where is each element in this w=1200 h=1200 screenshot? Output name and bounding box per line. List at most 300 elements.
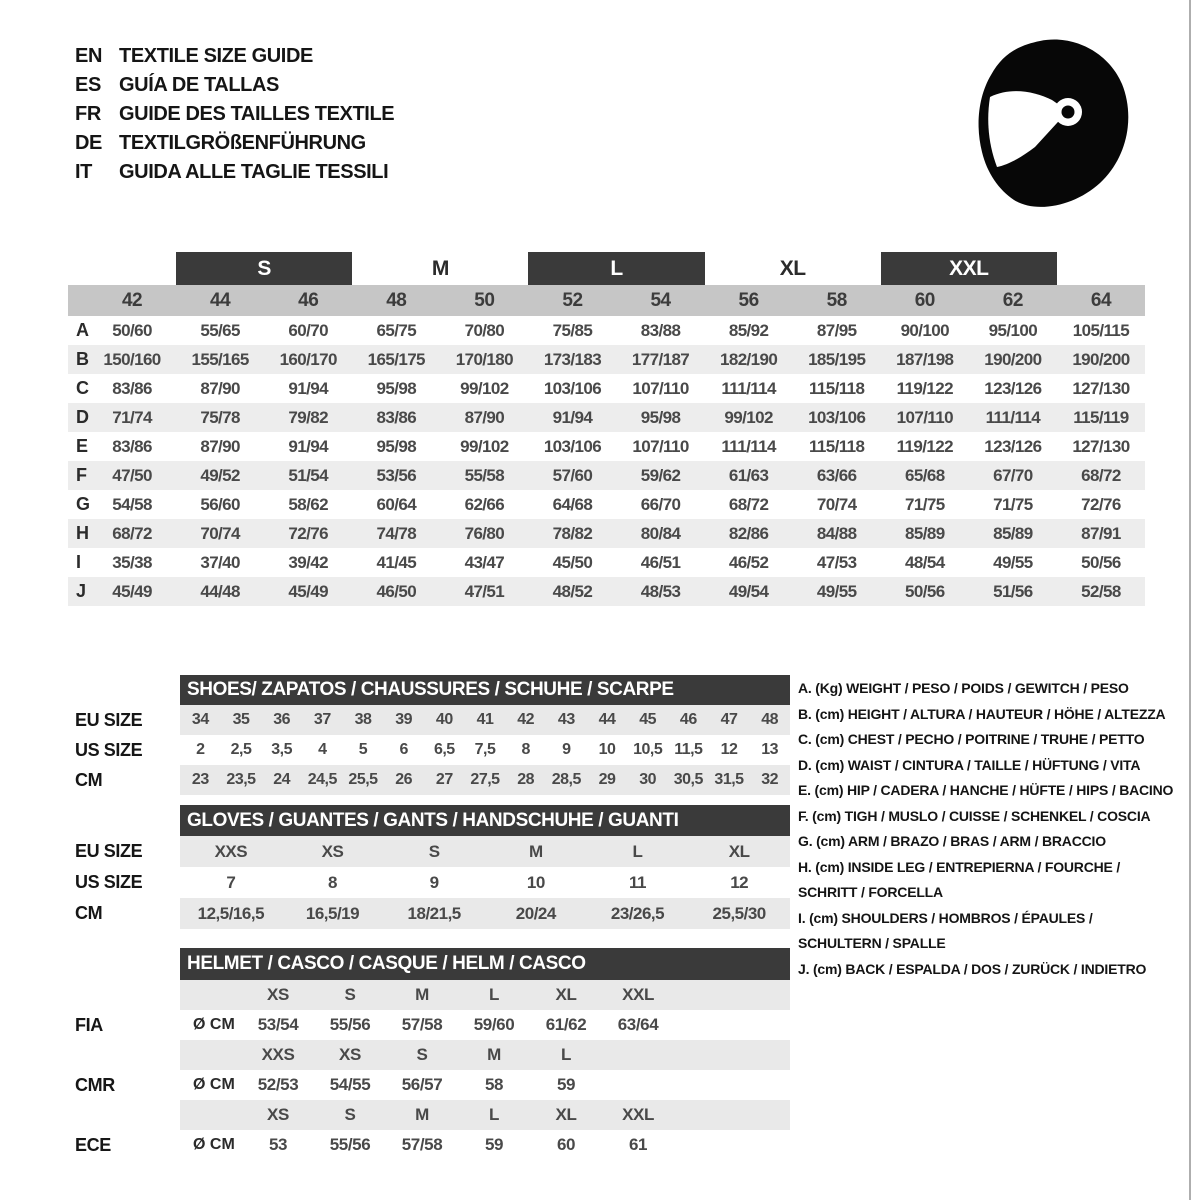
size-value-cell: 78/82 bbox=[552, 523, 593, 543]
size-value-cell: 49/54 bbox=[728, 581, 769, 601]
helmet-size-cell: S bbox=[344, 985, 356, 1004]
row-label: CM bbox=[75, 769, 103, 790]
shoe-size-cell: 11,5 bbox=[674, 741, 703, 758]
row-letter: G bbox=[76, 494, 91, 514]
size-value-cell: 105/115 bbox=[1072, 320, 1130, 340]
size-value-cell: 150/160 bbox=[103, 349, 161, 369]
shoe-size-cell: 26 bbox=[395, 771, 413, 788]
size-value-cell: 95/98 bbox=[376, 436, 417, 456]
helmet-values-row bbox=[60, 1130, 790, 1160]
language-code: FR bbox=[75, 103, 101, 125]
size-value-cell: 83/86 bbox=[112, 378, 152, 398]
shoe-size-cell: 6 bbox=[399, 741, 408, 758]
size-value-cell: 59/62 bbox=[640, 465, 681, 485]
guide-title: TEXTILE SIZE GUIDE bbox=[119, 45, 313, 67]
glove-size-cell: 23/26,5 bbox=[610, 903, 665, 923]
size-value-cell: 50/56 bbox=[1081, 552, 1121, 572]
guide-title: GUIDA ALLE TAGLIE TESSILI bbox=[119, 161, 389, 183]
shoe-size-cell: 37 bbox=[313, 711, 331, 728]
legend-line: SCHULTERN / SPALLE bbox=[798, 935, 946, 951]
numeric-size-header: 60 bbox=[914, 289, 935, 311]
shoes-row bbox=[60, 735, 790, 765]
shoes-row-band bbox=[180, 765, 790, 795]
row-label-empty bbox=[60, 980, 180, 1010]
size-value-cell: 95/98 bbox=[376, 378, 417, 398]
shoe-size-cell: 28 bbox=[517, 771, 535, 788]
legend-line: H. (cm) INSIDE LEG / ENTREPIERNA / FOURCHE / bbox=[798, 858, 1121, 875]
numeric-size-header: 42 bbox=[121, 289, 143, 311]
shoe-size-cell: 29 bbox=[598, 771, 616, 788]
size-value-cell: 54/58 bbox=[112, 494, 152, 514]
row-letter: B bbox=[76, 349, 89, 369]
size-value-cell: 46/51 bbox=[640, 552, 681, 572]
gloves-row-band bbox=[180, 898, 790, 929]
size-value-cell: 182/190 bbox=[719, 349, 778, 369]
shoe-size-cell: 12 bbox=[720, 741, 738, 758]
glove-size-cell: 7 bbox=[226, 872, 236, 892]
size-value-cell: 61/63 bbox=[728, 465, 769, 485]
size-value-cell: 95/100 bbox=[988, 320, 1038, 340]
glove-size-cell: 25,5/30 bbox=[712, 903, 766, 923]
row-letter: D bbox=[76, 407, 89, 427]
size-value-cell: 165/175 bbox=[367, 349, 425, 369]
size-value-cell: 39/42 bbox=[288, 552, 328, 572]
size-value-cell: 87/90 bbox=[200, 436, 240, 456]
helmet-size-cell: S bbox=[416, 1045, 428, 1064]
helmet-size-cell: XXL bbox=[622, 985, 654, 1004]
diameter-unit-label: Ø CM bbox=[193, 1076, 235, 1093]
size-value-cell: 70/74 bbox=[200, 523, 240, 543]
shoe-size-cell: 23,5 bbox=[226, 771, 256, 788]
row-label-empty bbox=[60, 1040, 180, 1070]
language-code: IT bbox=[75, 161, 92, 183]
measurement-row bbox=[68, 374, 1145, 403]
size-group-s: S bbox=[176, 252, 352, 285]
size-value-cell: 87/90 bbox=[464, 407, 505, 427]
legend-line: J. (cm) BACK / ESPALDA / DOS / ZURÜCK / INDIETRO bbox=[798, 960, 1147, 977]
size-value-cell: 50/56 bbox=[905, 581, 945, 601]
size-value-cell: 115/118 bbox=[809, 436, 865, 456]
shoe-size-cell: 23 bbox=[191, 771, 209, 788]
size-value-cell: 99/102 bbox=[460, 436, 509, 456]
helmet-standards bbox=[60, 980, 790, 1160]
numeric-size-header: 58 bbox=[826, 289, 847, 311]
shoe-size-cell: 30,5 bbox=[673, 771, 703, 788]
glove-size-cell: 10 bbox=[526, 872, 545, 892]
size-value-cell: 190/200 bbox=[984, 349, 1042, 369]
legend-line: B. (cm) HEIGHT / ALTURA / HAUTEUR / HÖHE / ALTEZZA bbox=[798, 705, 1166, 722]
size-value-cell: 55/65 bbox=[200, 320, 240, 340]
numeric-size-header: 52 bbox=[562, 289, 583, 311]
size-value-cell: 74/78 bbox=[376, 523, 417, 543]
shoe-size-cell: 25,5 bbox=[348, 771, 378, 788]
size-group-m: M bbox=[431, 256, 449, 280]
shoe-size-cell: 4 bbox=[318, 741, 327, 758]
row-label: US SIZE bbox=[75, 739, 143, 760]
size-value-cell: 119/122 bbox=[896, 378, 953, 398]
size-value-cell: 185/195 bbox=[808, 349, 866, 369]
glove-size-cell: XXS bbox=[214, 841, 248, 861]
helmet-size-cell: XS bbox=[339, 1045, 361, 1064]
row-label-empty bbox=[60, 1100, 180, 1130]
size-value-cell: 65/75 bbox=[376, 320, 417, 340]
glove-size-cell: 8 bbox=[328, 872, 337, 892]
row-letter: E bbox=[76, 436, 89, 456]
helmet-values-row bbox=[60, 1010, 790, 1040]
measurement-row bbox=[68, 577, 1145, 606]
helmet-size-cell: L bbox=[489, 985, 499, 1004]
glove-size-cell: 20/24 bbox=[515, 903, 556, 923]
legend-item bbox=[798, 829, 1200, 855]
numeric-size-header: 62 bbox=[1002, 289, 1023, 311]
size-value-cell: 190/200 bbox=[1072, 349, 1130, 369]
shoe-size-cell: 40 bbox=[435, 711, 453, 728]
helmet-size-cell: M bbox=[415, 1105, 429, 1124]
size-value-cell: 45/49 bbox=[112, 581, 152, 601]
language-row bbox=[75, 71, 394, 100]
numeric-size-header: 46 bbox=[298, 289, 319, 311]
size-value-cell: 115/119 bbox=[1073, 407, 1129, 427]
numeric-size-header: 50 bbox=[474, 289, 495, 311]
language-row bbox=[75, 158, 394, 187]
size-value-cell: 52/58 bbox=[1081, 581, 1121, 601]
size-value-cell: 173/183 bbox=[543, 349, 602, 369]
size-value-cell: 107/110 bbox=[896, 407, 953, 427]
helmet-value-cell: 63/64 bbox=[617, 1015, 659, 1034]
size-value-cell: 107/110 bbox=[632, 436, 689, 456]
size-value-cell: 71/75 bbox=[905, 494, 945, 514]
size-value-cell: 51/56 bbox=[993, 581, 1033, 601]
gloves-row-band bbox=[180, 836, 790, 867]
size-value-cell: 56/60 bbox=[200, 494, 240, 514]
size-value-cell: 177/187 bbox=[631, 349, 690, 369]
glove-size-cell: 16,5/19 bbox=[305, 903, 360, 923]
size-value-cell: 87/91 bbox=[1081, 523, 1121, 543]
size-value-cell: 83/88 bbox=[640, 320, 681, 340]
size-value-cell: 51/54 bbox=[288, 465, 328, 485]
glove-size-cell: XL bbox=[728, 841, 750, 861]
shoe-size-cell: 41 bbox=[476, 711, 494, 728]
helmet-sizes-row bbox=[60, 1040, 790, 1070]
size-value-cell: 71/75 bbox=[993, 494, 1033, 514]
measurement-row bbox=[68, 403, 1145, 432]
size-group-header-row bbox=[68, 252, 1145, 285]
helmet-size-cell: M bbox=[415, 985, 429, 1004]
size-value-cell: 66/70 bbox=[640, 494, 681, 514]
size-value-cell: 57/60 bbox=[552, 465, 593, 485]
shoe-size-cell: 2 bbox=[196, 741, 205, 758]
size-value-cell: 99/102 bbox=[724, 407, 773, 427]
helmet-size-cell: XXS bbox=[261, 1045, 295, 1064]
standard-label: FIA bbox=[75, 1014, 103, 1035]
size-value-cell: 85/89 bbox=[905, 523, 945, 543]
helmet-value-cell: 57/58 bbox=[401, 1135, 443, 1154]
measurement-row bbox=[68, 461, 1145, 490]
row-label: EU SIZE bbox=[75, 841, 143, 861]
size-value-cell: 46/52 bbox=[728, 552, 769, 572]
shoe-size-cell: 24,5 bbox=[307, 771, 337, 788]
helmet-value-cell: 59/60 bbox=[473, 1015, 515, 1034]
size-value-cell: 47/51 bbox=[464, 581, 505, 601]
helmet-value-cell: 55/56 bbox=[329, 1015, 371, 1034]
helmet-size-cell: XS bbox=[267, 985, 289, 1004]
glove-size-cell: 18/21,5 bbox=[407, 903, 461, 923]
size-value-cell: 44/48 bbox=[200, 581, 240, 601]
size-value-cell: 37/40 bbox=[200, 552, 240, 572]
helmet-title-bar: HELMET / CASCO / CASQUE / HELM / CASCO bbox=[180, 948, 790, 980]
size-value-cell: 55/58 bbox=[464, 465, 505, 485]
row-label: US SIZE bbox=[75, 872, 143, 892]
shoe-size-cell: 36 bbox=[273, 711, 291, 728]
size-value-cell: 49/55 bbox=[816, 581, 857, 601]
shoe-size-cell: 31,5 bbox=[714, 771, 744, 788]
helmet-size-cell: XL bbox=[555, 1105, 577, 1124]
diameter-unit-label: Ø CM bbox=[193, 1016, 235, 1033]
helmet-sizes-row bbox=[60, 1100, 790, 1130]
size-value-cell: 123/126 bbox=[984, 436, 1042, 456]
size-value-cell: 45/49 bbox=[288, 581, 328, 601]
size-value-cell: 160/170 bbox=[279, 349, 337, 369]
language-row bbox=[75, 42, 394, 71]
shoe-size-cell: 5 bbox=[358, 741, 368, 758]
size-value-cell: 72/76 bbox=[1081, 494, 1121, 514]
size-value-cell: 87/95 bbox=[816, 320, 857, 340]
gloves-row bbox=[60, 898, 790, 929]
measurement-row bbox=[68, 519, 1145, 548]
shoe-size-cell: 2,5 bbox=[230, 741, 252, 758]
size-value-cell: 68/72 bbox=[728, 494, 769, 514]
size-value-cell: 68/72 bbox=[1081, 465, 1121, 485]
measurement-row bbox=[68, 490, 1145, 519]
helmet-value-cell: 60 bbox=[556, 1135, 576, 1154]
shoe-size-cell: 3,5 bbox=[271, 741, 293, 758]
size-value-cell: 83/86 bbox=[376, 407, 417, 427]
helmet-values-row bbox=[60, 1070, 790, 1100]
shoe-size-cell: 38 bbox=[354, 711, 372, 728]
size-value-cell: 41/45 bbox=[376, 552, 417, 572]
row-letter: A bbox=[76, 320, 89, 340]
helmet-sizes-band bbox=[180, 1100, 790, 1130]
legend-item bbox=[798, 855, 1200, 906]
shoes-row-band bbox=[180, 705, 790, 735]
size-value-cell: 127/130 bbox=[1072, 378, 1130, 398]
helmet-values-band bbox=[180, 1130, 790, 1160]
size-value-cell: 47/53 bbox=[816, 552, 857, 572]
legend-line: I. (cm) SHOULDERS / HOMBROS / ÉPAULES / bbox=[798, 909, 1093, 926]
size-value-cell: 111/114 bbox=[721, 436, 776, 456]
size-value-cell: 107/110 bbox=[632, 378, 689, 398]
page-edge-line bbox=[1189, 0, 1191, 1200]
helmet-value-cell: 61 bbox=[628, 1135, 648, 1154]
gloves-row bbox=[60, 836, 790, 867]
size-value-cell: 68/72 bbox=[112, 523, 152, 543]
size-value-cell: 48/54 bbox=[905, 552, 945, 572]
measurement-row bbox=[68, 316, 1145, 345]
shoe-size-cell: 35 bbox=[232, 711, 250, 728]
helmet-value-cell: 52/53 bbox=[257, 1075, 299, 1094]
size-value-cell: 103/106 bbox=[543, 436, 602, 456]
size-value-cell: 71/74 bbox=[112, 407, 152, 427]
size-value-cell: 119/122 bbox=[896, 436, 953, 456]
helmet-size-cell: L bbox=[489, 1105, 499, 1124]
legend-item bbox=[798, 702, 1200, 728]
legend-line: E. (cm) HIP / CADERA / HANCHE / HÜFTE / HIPS / BACINO bbox=[798, 782, 1174, 798]
shoe-size-cell: 27 bbox=[435, 771, 453, 788]
helmet-size-cell: XL bbox=[555, 985, 577, 1004]
size-value-cell: 91/94 bbox=[552, 407, 593, 427]
helmet-value-cell: 54/55 bbox=[329, 1075, 371, 1094]
size-value-cell: 67/70 bbox=[993, 465, 1033, 485]
gloves-row bbox=[60, 867, 790, 898]
size-value-cell: 46/50 bbox=[376, 581, 417, 601]
helmet-sizes-row bbox=[60, 980, 790, 1010]
shoe-size-cell: 8 bbox=[521, 741, 530, 758]
helmet-value-cell: 53/54 bbox=[257, 1015, 299, 1034]
helmet-value-cell: 57/58 bbox=[401, 1015, 443, 1034]
measurement-row bbox=[68, 345, 1145, 374]
size-value-cell: 64/68 bbox=[552, 494, 593, 514]
helmet-size-cell: XS bbox=[267, 1105, 289, 1124]
row-letter: J bbox=[76, 581, 87, 601]
helmet-size-cell: M bbox=[487, 1045, 501, 1064]
numeric-size-header: 48 bbox=[386, 289, 407, 311]
size-value-cell: 103/106 bbox=[543, 378, 602, 398]
row-letter: H bbox=[76, 523, 89, 543]
shoe-size-cell: 27,5 bbox=[470, 771, 500, 788]
legend-line: SCHRITT / FORCELLA bbox=[798, 884, 943, 900]
row-letter: F bbox=[76, 465, 87, 485]
shoe-size-cell: 39 bbox=[395, 711, 413, 728]
size-value-cell: 65/68 bbox=[905, 465, 945, 485]
measurement-rows bbox=[68, 316, 1145, 606]
size-value-cell: 99/102 bbox=[460, 378, 509, 398]
helmet-value-cell: 59 bbox=[556, 1075, 576, 1094]
shoe-size-cell: 24 bbox=[273, 771, 291, 788]
size-value-cell: 48/53 bbox=[640, 581, 681, 601]
size-value-cell: 84/88 bbox=[816, 523, 857, 543]
size-value-cell: 170/180 bbox=[455, 349, 513, 369]
guide-title: GUÍA DE TALLAS bbox=[119, 74, 279, 96]
language-row bbox=[75, 129, 394, 158]
size-value-cell: 45/50 bbox=[552, 552, 593, 572]
size-value-cell: 115/118 bbox=[809, 378, 865, 398]
legend-item bbox=[798, 676, 1200, 702]
size-value-cell: 90/100 bbox=[900, 320, 949, 340]
helmet-values-band bbox=[180, 1010, 790, 1040]
size-value-cell: 72/76 bbox=[288, 523, 328, 543]
numeric-size-header: 44 bbox=[210, 289, 231, 311]
size-value-cell: 155/165 bbox=[191, 349, 249, 369]
legend-line: F. (cm) TIGH / MUSLO / CUISSE / SCHENKEL / COSCIA bbox=[798, 807, 1151, 824]
size-value-cell: 75/85 bbox=[552, 320, 593, 340]
glove-size-cell: S bbox=[428, 841, 440, 861]
shoe-size-cell: 9 bbox=[562, 741, 571, 758]
shoe-size-cell: 28,5 bbox=[551, 771, 581, 788]
size-value-cell: 80/84 bbox=[640, 523, 681, 543]
shoe-size-cell: 30 bbox=[639, 771, 657, 788]
standard-label: ECE bbox=[75, 1134, 111, 1155]
legend-line: G. (cm) ARM / BRAZO / BRAS / ARM / BRACCIO bbox=[798, 833, 1106, 849]
shoe-size-cell: 46 bbox=[679, 711, 697, 728]
numeric-size-header: 64 bbox=[1090, 289, 1112, 311]
glove-size-cell: 12 bbox=[730, 872, 749, 892]
numeric-size-header: 56 bbox=[738, 289, 759, 311]
size-value-cell: 91/94 bbox=[288, 436, 328, 456]
size-value-cell: 47/50 bbox=[112, 465, 152, 485]
legend-line: D. (cm) WAIST / CINTURA / TAILLE / HÜFTUNG / VITA bbox=[798, 756, 1141, 773]
shoes-row bbox=[60, 705, 790, 735]
legend-item bbox=[798, 906, 1200, 957]
size-value-cell: 63/66 bbox=[816, 465, 857, 485]
size-value-cell: 58/62 bbox=[288, 494, 328, 514]
glove-size-cell: L bbox=[632, 841, 643, 861]
glove-size-cell: XS bbox=[321, 841, 344, 861]
legend-line: C. (cm) CHEST / PECHO / POITRINE / TRUHE / PETTO bbox=[798, 731, 1145, 747]
size-value-cell: 82/86 bbox=[728, 523, 769, 543]
helmet-size-cell: S bbox=[344, 1105, 356, 1124]
helmet-size-table bbox=[60, 948, 790, 1160]
helmet-sizes-band bbox=[180, 980, 790, 1010]
legend-item bbox=[798, 957, 1200, 983]
row-label: CM bbox=[75, 903, 103, 923]
helmet-value-cell: 55/56 bbox=[329, 1135, 371, 1154]
guide-title: GUIDE DES TAILLES TEXTILE bbox=[119, 103, 395, 125]
shoes-row bbox=[60, 765, 790, 795]
size-value-cell: 103/106 bbox=[808, 407, 866, 427]
size-value-cell: 111/114 bbox=[985, 407, 1041, 427]
gloves-size-table bbox=[60, 805, 790, 929]
shoe-size-cell: 45 bbox=[639, 711, 657, 728]
helmet-value-cell: 53 bbox=[268, 1135, 288, 1154]
size-value-cell: 87/90 bbox=[200, 378, 240, 398]
shoes-title-bar: SHOES/ ZAPATOS / CHAUSSURES / SCHUHE / SCARPE bbox=[180, 675, 790, 705]
size-group-l: L bbox=[528, 252, 704, 285]
size-value-cell: 62/66 bbox=[464, 494, 505, 514]
language-row bbox=[75, 100, 394, 129]
size-value-cell: 70/74 bbox=[816, 494, 857, 514]
row-label: EU SIZE bbox=[75, 709, 143, 730]
language-title-block bbox=[75, 42, 394, 187]
helmet-value-cell: 56/57 bbox=[401, 1075, 443, 1094]
shoe-size-cell: 42 bbox=[517, 711, 535, 728]
racing-helmet-icon bbox=[978, 36, 1134, 212]
size-value-cell: 95/98 bbox=[640, 407, 681, 427]
helmet-value-cell: 61/62 bbox=[545, 1015, 587, 1034]
language-code: DE bbox=[75, 132, 102, 154]
helmet-sizes-band bbox=[180, 1040, 790, 1070]
shoe-size-cell: 47 bbox=[720, 711, 738, 728]
size-value-cell: 43/47 bbox=[464, 552, 505, 572]
size-value-cell: 127/130 bbox=[1072, 436, 1130, 456]
shoe-size-cell: 6,5 bbox=[433, 741, 455, 758]
legend-item bbox=[798, 727, 1200, 753]
size-value-cell: 75/78 bbox=[200, 407, 240, 427]
size-value-cell: 79/82 bbox=[288, 407, 328, 427]
size-group-xl: XL bbox=[779, 256, 806, 280]
size-value-cell: 48/52 bbox=[552, 581, 593, 601]
shoes-size-table bbox=[60, 675, 790, 795]
language-code: ES bbox=[75, 74, 101, 96]
size-value-cell: 49/55 bbox=[993, 552, 1033, 572]
size-value-cell: 85/89 bbox=[993, 523, 1033, 543]
textile-size-table bbox=[68, 252, 1145, 606]
size-value-cell: 60/64 bbox=[376, 494, 417, 514]
glove-size-cell: 12,5/16,5 bbox=[197, 903, 265, 923]
gloves-title-bar: GLOVES / GUANTES / GANTS / HANDSCHUHE / GUANTI bbox=[180, 805, 790, 836]
language-code: EN bbox=[75, 45, 102, 67]
size-value-cell: 50/60 bbox=[112, 320, 152, 340]
shoe-size-cell: 44 bbox=[598, 711, 616, 728]
